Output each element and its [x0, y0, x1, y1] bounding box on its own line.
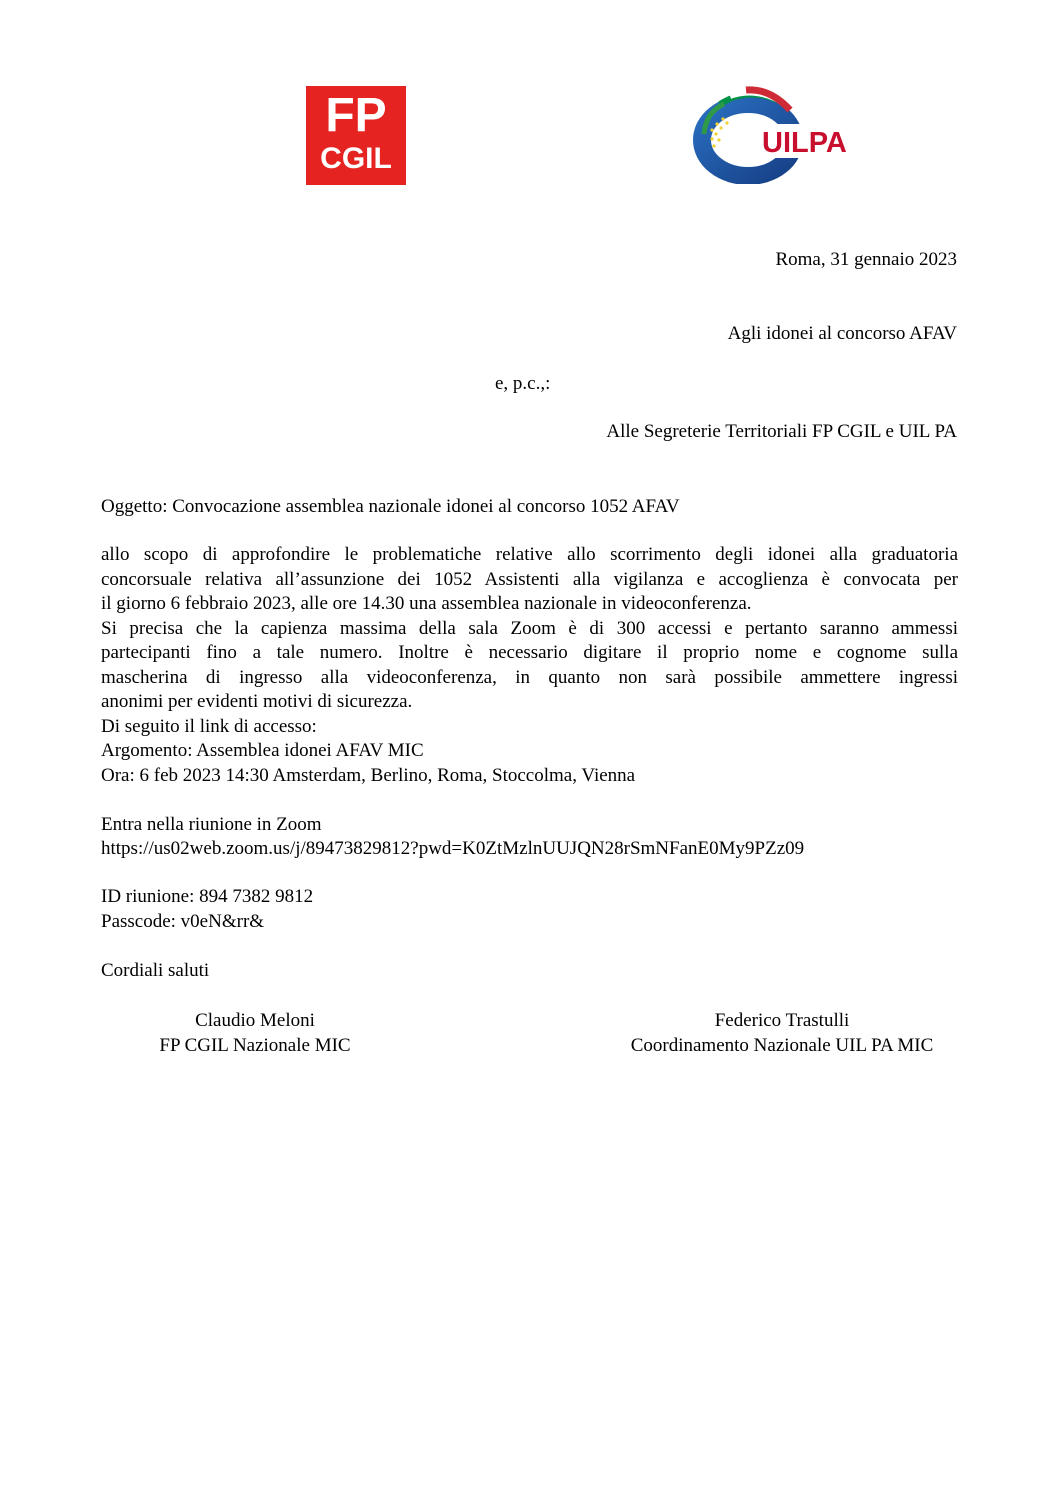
body-paragraph-1: [101, 543, 958, 788]
fp-cgil-logo-line2: CGIL: [320, 142, 392, 175]
body-line: mascherina di ingresso alla videoconferenza, in quanto non sarà possibile ammettere ingressi: [101, 666, 958, 688]
zoom-passcode: Passcode: v0eN&rr&: [101, 911, 265, 932]
meeting-topic: Argomento: Assemblea idonei AFAV MIC: [101, 740, 424, 761]
letter-subject: Oggetto: Convocazione assemblea nazionale idonei al concorso 1052 AFAV: [101, 496, 680, 517]
fp-cgil-logo-line1: FP: [325, 89, 387, 142]
link-intro: Di seguito il link di accesso:: [101, 715, 317, 737]
letter-pc-label: e, p.c.,:: [495, 373, 551, 394]
letter-cc: Alle Segreterie Territoriali FP CGIL e UIL PA: [606, 421, 957, 442]
body-line: anonimi per evidenti motivi di sicurezza.: [101, 691, 413, 712]
zoom-join-label: Entra nella riunione in Zoom: [101, 814, 322, 835]
zoom-meeting-id: ID riunione: 894 7382 9812: [101, 886, 314, 907]
letter-date: Roma, 31 gennaio 2023: [775, 249, 957, 270]
signature-left-role: FP CGIL Nazionale MIC: [159, 1035, 351, 1056]
uil-pa-logo: [690, 82, 850, 184]
signature-right-name: Federico Trastulli: [714, 1010, 850, 1031]
body-line: concorsuale relativa all’assunzione dei 1052 Assistenti alla vigilanza e accoglienza è convocata per: [101, 568, 958, 590]
letter-recipient: Agli idonei al concorso AFAV: [727, 323, 957, 344]
body-line: il giorno 6 febbraio 2023, alle ore 14.30 una assemblea nazionale in videoconferenza.: [101, 593, 752, 614]
signature-right-role: Coordinamento Nazionale UIL PA MIC: [630, 1035, 934, 1056]
body-line: allo scopo di approfondire le problematiche relative allo scorrimento degli idonei alla graduatoria: [101, 544, 958, 565]
body-line: partecipanti fino a tale numero. Inoltre è necessario digitare il proprio nome e cognome sulla: [101, 642, 958, 663]
body-line: Si precisa che la capienza massima della sala Zoom è di 300 accessi e pertanto saranno ammessi: [101, 617, 958, 639]
closing: Cordiali saluti: [101, 960, 210, 981]
zoom-link[interactable]: https://us02web.zoom.us/j/89473829812?pwd=K0ZtMzlnUUJQN28rSmNFanE0My9PZz09: [101, 838, 805, 859]
uil-pa-logo-text: UILPA: [762, 127, 847, 159]
signature-left-name: Claudio Meloni: [195, 1010, 315, 1031]
fp-cgil-logo: [306, 86, 406, 185]
meeting-time: Ora: 6 feb 2023 14:30 Amsterdam, Berlino, Roma, Stoccolma, Vienna: [101, 764, 636, 786]
